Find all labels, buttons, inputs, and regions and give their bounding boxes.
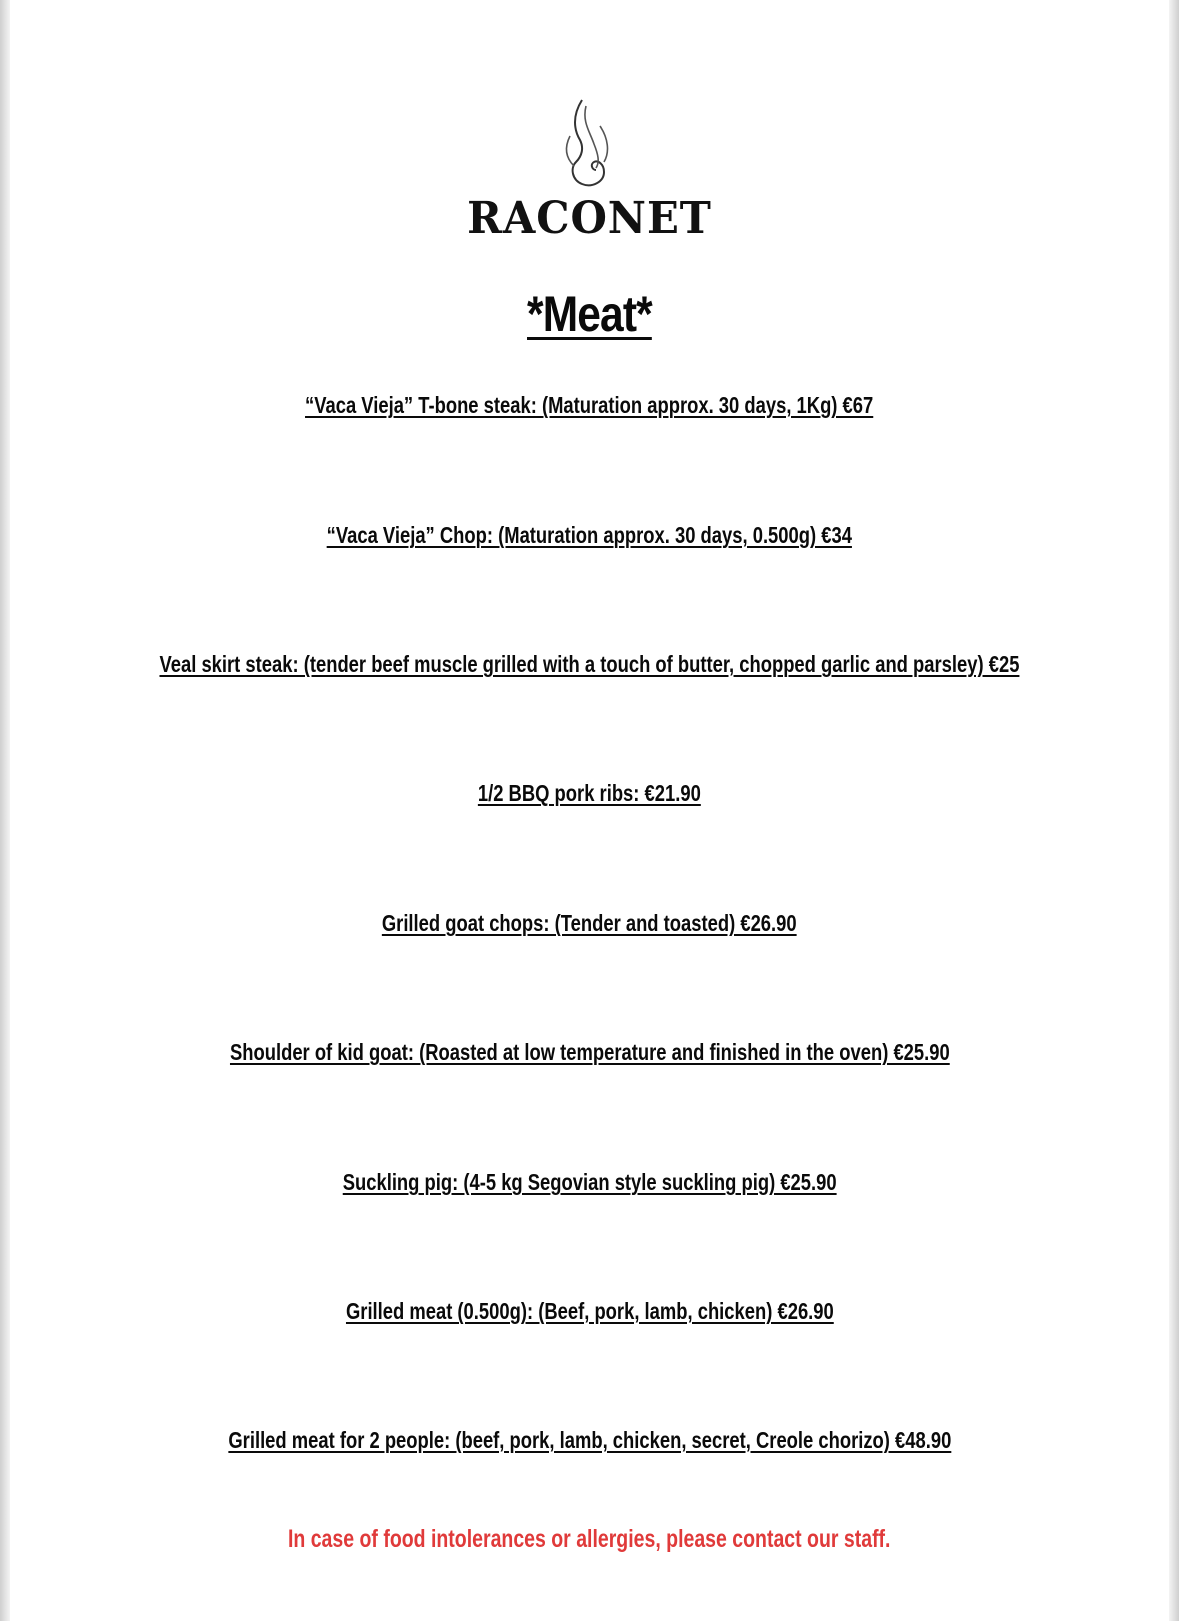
menu-item <box>0 1425 1179 1455</box>
logo-wordmark: RACONET <box>467 193 712 244</box>
allergy-note <box>0 1523 1179 1555</box>
menu-item-text: Veal skirt steak: (tender beef muscle grilled with a touch of butter, chopped garlic and parsley) €25 <box>159 651 1020 677</box>
menu-item <box>0 520 1179 550</box>
menu-item <box>0 1167 1179 1197</box>
menu-item-text: Suckling pig: (4-5 kg Segovian style suckling pig) €25.90 <box>342 1169 837 1195</box>
menu-item-text: “Vaca Vieja” T-bone steak: (Maturation approx. 30 days, 1Kg) €67 <box>305 392 874 418</box>
menu-item <box>0 908 1179 938</box>
menu-item-text: Grilled meat (0.500g): (Beef, pork, lamb, chicken) €26.90 <box>345 1298 834 1324</box>
restaurant-logo <box>0 96 1179 244</box>
menu-item <box>0 778 1179 808</box>
menu-item <box>0 1296 1179 1326</box>
flame-icon <box>560 96 620 192</box>
menu-item-text: “Vaca Vieja” Chop: (Maturation approx. 30 days, 0.500g) €34 <box>326 522 853 548</box>
menu-item-text: Grilled goat chops: (Tender and toasted) €26.90 <box>382 910 797 936</box>
section-title-text: *Meat* <box>527 286 652 342</box>
menu-item-text: Shoulder of kid goat: (Roasted at low temperature and finished in the oven) €25.90 <box>229 1039 950 1065</box>
allergy-note-text: In case of food intolerances or allergies, please contact our staff. <box>288 1525 891 1553</box>
menu-item <box>0 649 1179 679</box>
menu-item-text: 1/2 BBQ pork ribs: €21.90 <box>478 780 701 806</box>
menu-item <box>0 390 1179 420</box>
menu-item <box>0 1037 1179 1067</box>
section-title <box>0 284 1179 344</box>
menu-item-text: Grilled meat for 2 people: (beef, pork, lamb, chicken, secret, Creole chorizo) €48.90 <box>228 1427 951 1453</box>
